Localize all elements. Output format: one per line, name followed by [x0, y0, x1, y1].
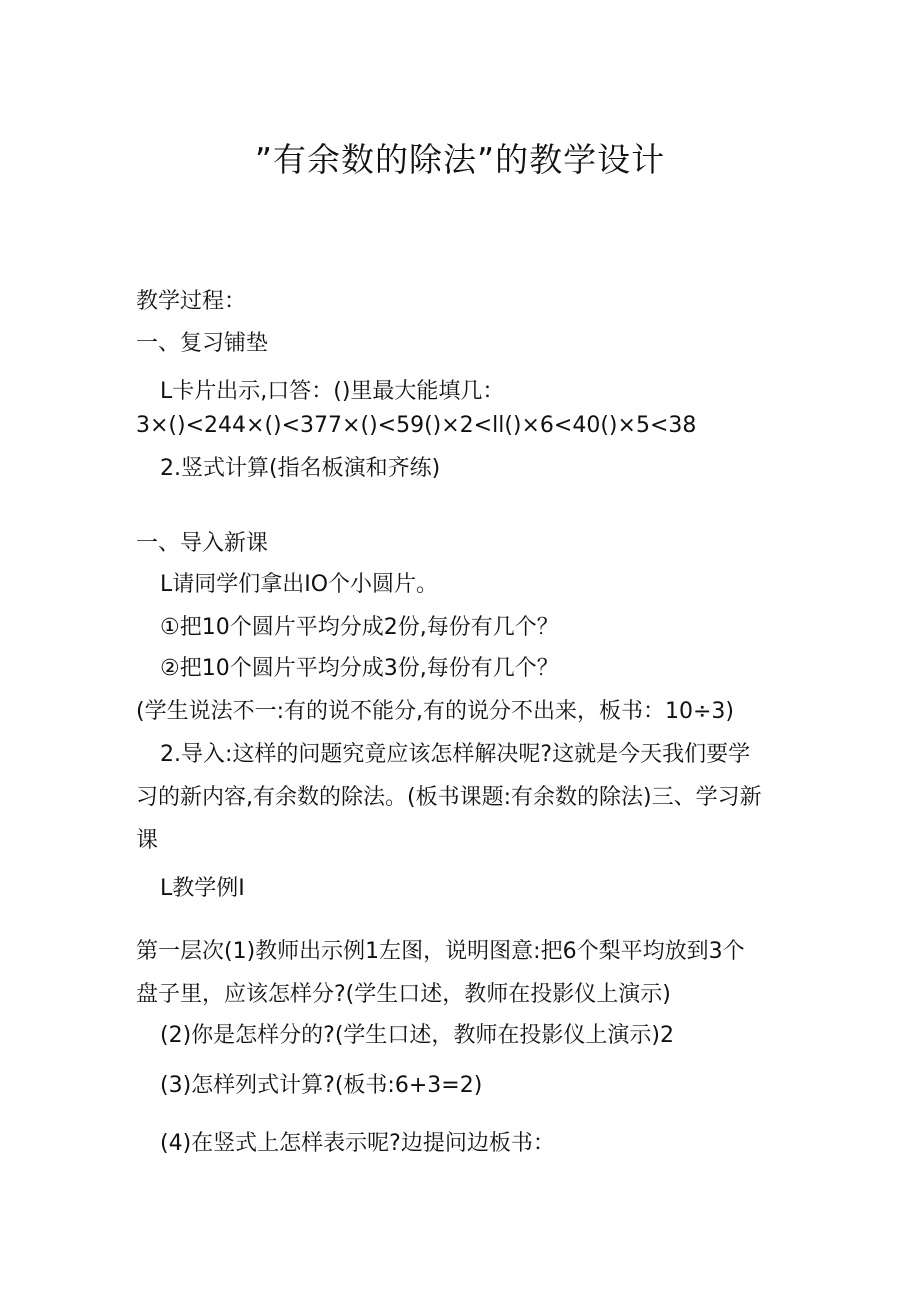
paragraph-lead-in-3: 课	[136, 828, 159, 853]
paragraph-inequalities: 3×()<244×()<377×()<59()×2<ll()×6<40()×5<38	[136, 413, 697, 438]
paragraph-card-question: L卡片出示,口答：()里最大能填几：	[160, 379, 505, 404]
section-heading-introduction: 一、导入新课	[136, 531, 269, 556]
section-heading-review: 一、复习铺垫	[136, 331, 269, 356]
section-label-teaching-process: 教学过程：	[136, 289, 247, 314]
paragraph-student-answers: (学生说法不一:有的说不能分,有的说分不出来，板书：10÷3)	[136, 699, 734, 724]
paragraph-step-4: (4)在竖式上怎样表示呢?边提问边板书：	[160, 1131, 555, 1156]
paragraph-vertical-calc: 2.竖式计算(指名板演和齐练)	[160, 456, 441, 481]
paragraph-lead-in-1: 2.导入:这样的问题究竟应该怎样解决呢?这就是今天我们要学	[160, 742, 751, 767]
document-title: ”有余数的除法”的教学设计	[254, 140, 666, 179]
paragraph-step-2: (2)你是怎样分的?(学生口述，教师在投影仪上演示)2	[160, 1023, 675, 1048]
paragraph-take-discs: L请同学们拿出IO个小圆片。	[160, 572, 439, 597]
paragraph-question-1: ①把10个圆片平均分成2份,每份有几个？	[160, 615, 559, 640]
paragraph-level-1a: 第一层次(1)教师出示例1左图，说明图意:把6个梨平均放到3个	[136, 939, 745, 964]
paragraph-lead-in-2: 习的新内容,有余数的除法。(板书课题:有余数的除法)三、学习新	[136, 785, 762, 810]
paragraph-example-1: L教学例I	[160, 876, 245, 901]
paragraph-step-3: (3)怎样列式计算?(板书:6+3=2)	[160, 1073, 483, 1098]
paragraph-level-1b: 盘子里，应该怎样分?(学生口述，教师在投影仪上演示)	[136, 982, 671, 1007]
paragraph-question-2: ②把10个圆片平均分成3份,每份有几个？	[160, 656, 559, 681]
